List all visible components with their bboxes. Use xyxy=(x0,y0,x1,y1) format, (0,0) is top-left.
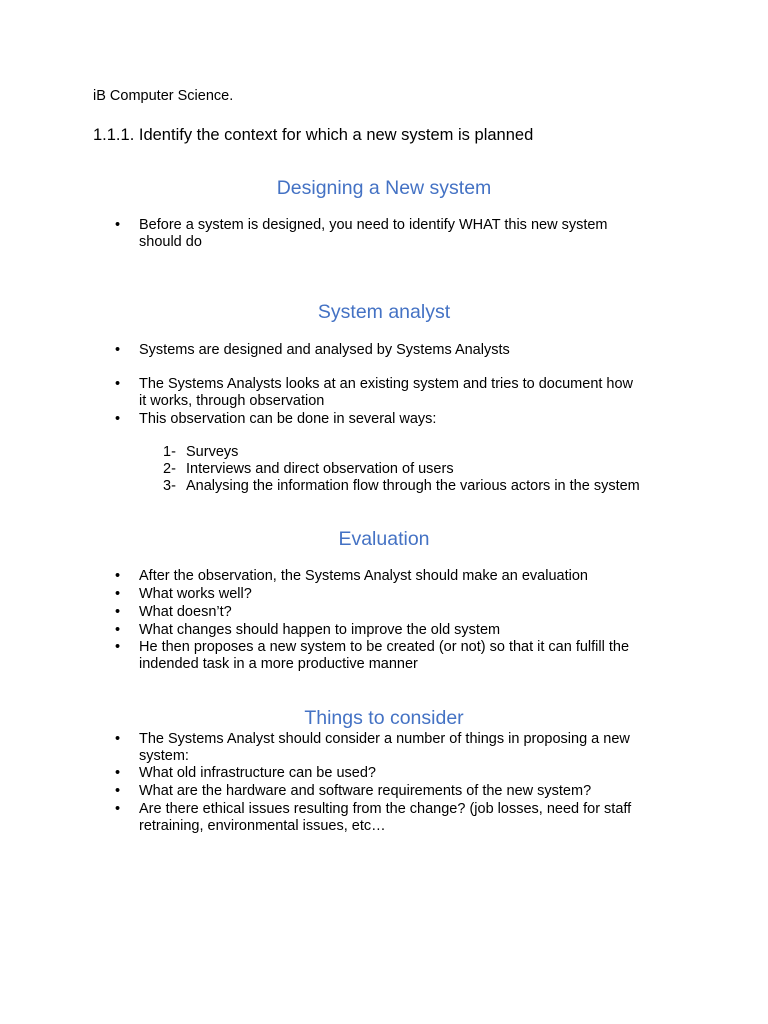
bullet-text-cont: it works, through observation xyxy=(139,393,325,409)
bullet-text: The Systems Analysts looks at an existing system and tries to document how xyxy=(139,376,634,392)
bullet-dot: • xyxy=(115,731,121,747)
bullet-dot: • xyxy=(115,568,121,584)
bullet-dot: • xyxy=(115,765,121,781)
bullet-dot: • xyxy=(115,376,121,392)
item-text: Surveys xyxy=(186,444,239,460)
bullet-dot: • xyxy=(115,342,121,358)
item-text: Interviews and direct observation of users xyxy=(186,461,454,477)
item-text: Analysing the information flow through the various actors in the system xyxy=(186,478,640,494)
bullet-text: Before a system is designed, you need to identify WHAT this new system xyxy=(139,217,608,233)
heading-evaluation: Evaluation xyxy=(338,528,430,550)
bullet-text-cont: system: xyxy=(139,748,189,764)
bullet-dot: • xyxy=(115,783,121,799)
heading-system-analyst: System analyst xyxy=(317,301,451,323)
objective-title: 1.1.1. Identify the context for which a new system is planned xyxy=(93,126,534,144)
bullet-text: He then proposes a new system to be created (or not) so that it can fulfill the xyxy=(139,639,630,655)
bullet-text-cont: retraining, environmental issues, etc… xyxy=(139,818,386,834)
item-number: 1- xyxy=(163,444,176,460)
course-title: iB Computer Science. xyxy=(93,88,234,104)
bullet-dot: • xyxy=(115,639,121,655)
bullet-dot: • xyxy=(115,586,121,602)
bullet-text: What changes should happen to improve the old system xyxy=(139,622,501,638)
bullet-dot: • xyxy=(115,801,121,817)
item-number: 3- xyxy=(163,478,176,494)
bullet-dot: • xyxy=(115,217,121,233)
heading-designing: Designing a New system xyxy=(276,177,492,199)
item-number: 2- xyxy=(163,461,176,477)
bullet-dot: • xyxy=(115,411,121,427)
bullet-dot: • xyxy=(115,604,121,620)
heading-things-to-consider: Things to consider xyxy=(304,707,464,729)
bullet-text: After the observation, the Systems Analyst should make an evaluation xyxy=(139,568,588,584)
bullet-dot: • xyxy=(115,622,121,638)
bullet-text: What are the hardware and software requirements of the new system? xyxy=(139,783,592,799)
bullet-text-cont: indended task in a more productive manner xyxy=(139,656,418,672)
bullet-text: What old infrastructure can be used? xyxy=(139,765,376,781)
bullet-text: Are there ethical issues resulting from the change? (job losses, need for staff xyxy=(139,801,632,817)
bullet-text: What doesn’t? xyxy=(139,604,232,620)
bullet-text: Systems are designed and analysed by Systems Analysts xyxy=(139,342,510,358)
bullet-text: This observation can be done in several ways: xyxy=(139,411,437,427)
bullet-text: The Systems Analyst should consider a number of things in proposing a new xyxy=(139,731,630,747)
bullet-text: What works well? xyxy=(139,586,252,602)
bullet-text-cont: should do xyxy=(139,234,202,250)
